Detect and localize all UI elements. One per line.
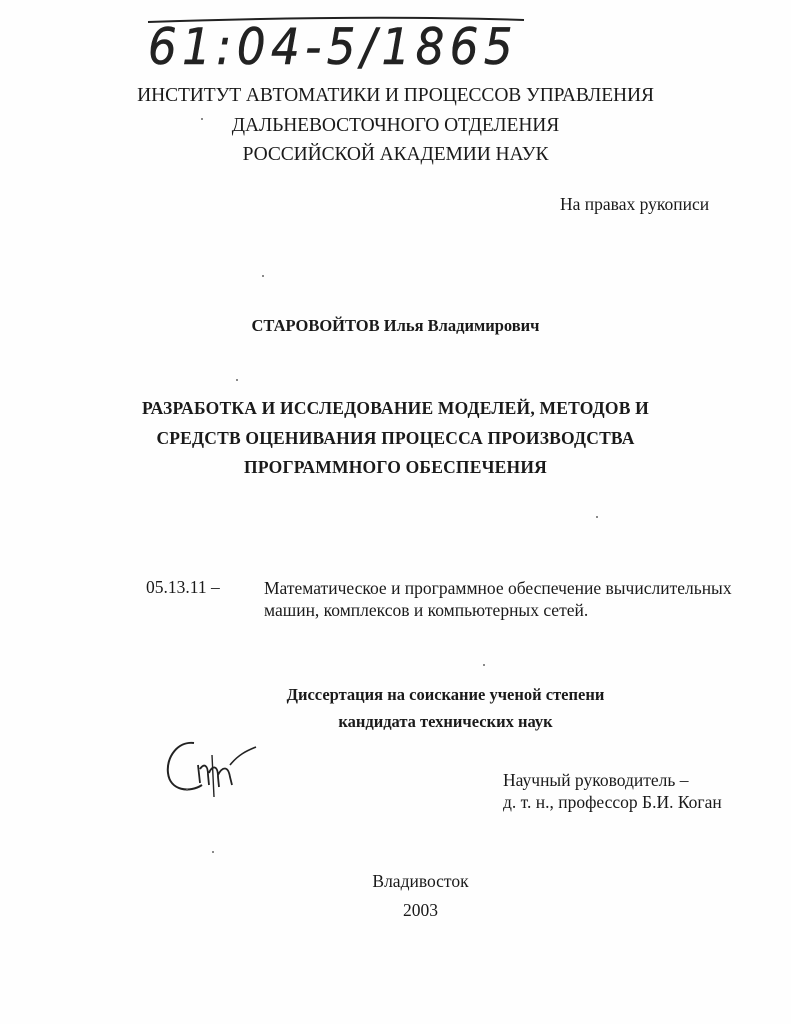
handwritten-archive-number [146,14,526,74]
specialty-line-2: машин, комплексов и компьютерных сетей. [264,600,589,620]
institute-line-1: ИНСТИТУТ АВТОМАТИКИ И ПРОЦЕССОВ УПРАВЛЕНИЯ [137,85,654,106]
specialty-line-1: Математическое и программное обеспечение вычислительных [264,578,732,598]
author-signature [160,735,260,805]
scan-speck [596,516,598,518]
dissertation-line-2: кандидата технических наук [338,712,553,731]
thesis-title-line-2: СРЕДСТВ ОЦЕНИВАНИЯ ПРОЦЕССА ПРОИЗВОДСТВА [156,428,635,448]
supervisor-line-1: Научный руководитель – [503,770,689,790]
specialty-description [264,577,732,621]
scan-speck [483,664,485,666]
thesis-title-line-3: ПРОГРАММНОГО ОБЕСПЕЧЕНИЯ [244,457,547,477]
archive-number-text: 61:04-5/1865 [148,18,518,74]
thesis-title-line-1: РАЗРАБОТКА И ИССЛЕДОВАНИЕ МОДЕЛЕЙ, МЕТОДОВ И [142,398,649,418]
year: 2003 [403,900,438,920]
institute-line-2: ДАЛЬНЕВОСТОЧНОГО ОТДЕЛЕНИЯ [231,115,560,136]
scan-speck [201,118,203,120]
scan-speck [236,379,238,381]
author-given-names: Илья Владимирович [383,316,540,335]
supervisor-line-2: д. т. н., профессор Б.И. Коган [503,792,722,812]
manuscript-rights-note: На правах рукописи [560,194,710,214]
city: Владивосток [372,871,469,891]
scientific-supervisor [503,769,722,813]
author-name [0,316,791,336]
dissertation-line-1: Диссертация на соискание ученой степени [286,685,605,704]
scan-speck [262,275,264,277]
institute-line-3: РОССИЙСКОЙ АКАДЕМИИ НАУК [242,144,549,165]
scan-speck [186,789,188,791]
author-surname: СТАРОВОЙТОВ [251,316,380,335]
specialty-code: 05.13.11 – [146,577,220,597]
scan-speck [212,851,214,853]
